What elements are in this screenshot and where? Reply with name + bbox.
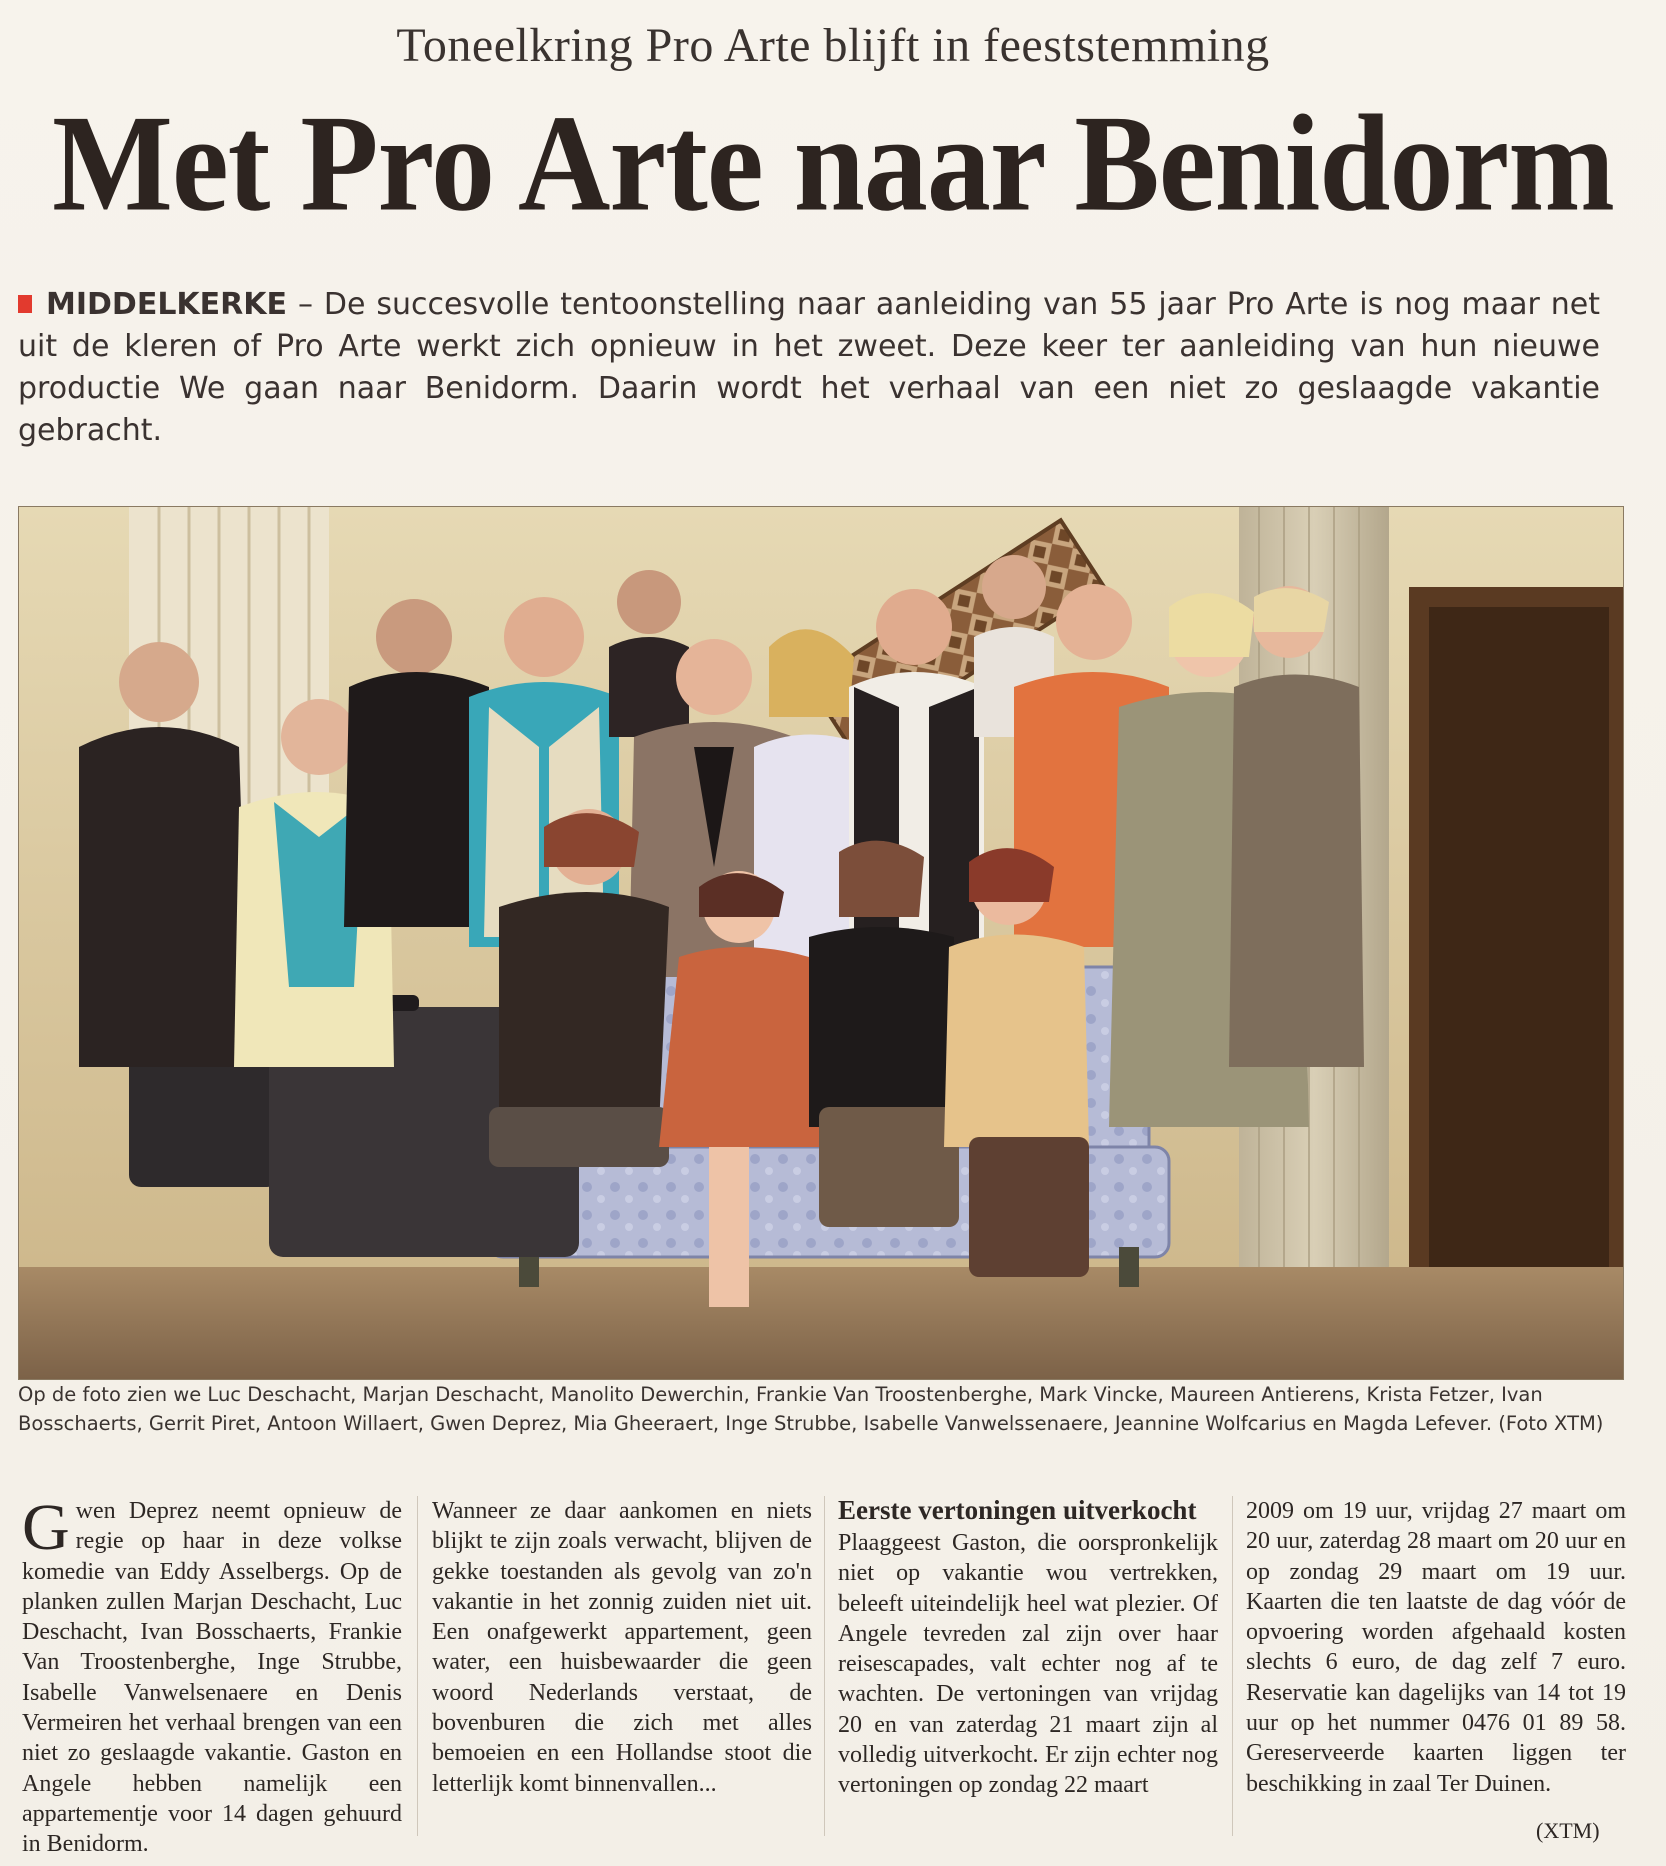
body-column-1	[22, 1491, 402, 1860]
column-divider	[1232, 1496, 1233, 1836]
body-text-2: Wanneer ze daar aankomen en niets blijkt te zijn zoals verwacht, blijven de gekke toestanden als gevolg van zo'n vakantie in het zonnig zuiden niet uit. Een onafgewerkt appartement, geen water, een huisbewaarder die geen woord Nederlands verstaat, de bovenburen die zich met alles bemoeien en een Hollandse stoot die letterlijk komt binnenvallen...	[432, 1498, 812, 1797]
column-divider	[824, 1496, 825, 1836]
group-photo-illustration	[19, 507, 1623, 1379]
lead-dateline: MIDDELKERKE	[46, 287, 288, 322]
article-kicker: Toneelkring Pro Arte blijft in feeststemming	[396, 19, 1270, 72]
lead-text: – De succesvolle tentoonstelling naar aanleiding van 55 jaar Pro Arte is nog maar net uit de kleren of Pro Arte werkt zich opnieuw in het zweet. Deze keer ter aanleiding van hun nieuwe productie We gaan naar Benidorm. Daarin wordt het verhaal van een niet zo geslaagde vakantie gebracht.	[18, 287, 1600, 448]
body-text-1: wen Deprez neemt opnieuw de regie op haar in deze volkse komedie van Eddy Asselbergs. Op de planken zullen Marjan Deschacht, Luc Deschacht, Ivan Bosschaerts, Frankie Van Troostenberghe, Inge Strubbe, Isabelle Vanwelsenaere en Denis Vermeiren het verhaal brengen van een niet zo geslaagde vakantie. Gaston en Angele hebben namelijk een appartementje voor 14 dagen gehuurd in Benidorm.	[22, 1498, 402, 1858]
article-headline: Met Pro Arte naar Benidorm	[52, 86, 1614, 240]
body-text-4: 2009 om 19 uur, vrijdag 27 maart om 20 uur, zaterdag 28 maart om 20 uur en op zondag 29 maart om 19 uur. Kaarten die ten laatste de dag vóór de opvoering worden afgehaald kosten slechts 6 euro, de dag zelf 7 euro. Reservatie kan dagelijks van 14 tot 19 uur op het nummer 0476 01 89 58. Gereserveerde kaarten liggen ter beschikking in zaal Ter Duinen.	[1246, 1498, 1626, 1797]
square-bullet-icon	[18, 295, 32, 313]
photo-caption: Op de foto zien we Luc Deschacht, Marjan Deschacht, Manolito Dewerchin, Frankie Van Troostenberghe, Mark Vincke, Maureen Antierens, Krista Fetzer, Ivan Bosschaerts, Gerrit Piret, Antoon Willaert, Gwen Deprez, Mia Gheeraert, Inge Strubbe, Isabelle Vanwelssenaere, Jeannine Wolfcarius en Magda Lefever. (Foto XTM)	[18, 1383, 1604, 1435]
author-credit: (XTM)	[1536, 1818, 1600, 1843]
drop-cap: G	[22, 1491, 70, 1564]
column-divider	[417, 1496, 418, 1836]
body-column-2	[432, 1496, 812, 1799]
body-column-3	[838, 1496, 1218, 1801]
body-subhead: Eerste vertoningen uitverkocht	[838, 1495, 1197, 1525]
body-column-4	[1246, 1496, 1626, 1799]
body-text-3: Plaaggeest Gaston, die oorspronkelijk niet op vakantie wou vertrekken, beleeft uiteindelijk heel wat plezier. Of Angele tevreden zal zijn over haar reisescapades, valt echter nog af te wachten. De vertoningen van vrijdag 20 en van zaterdag 21 maart zijn al volledig uitverkocht. Er zijn echter nog vertoningen op zondag 22 maart	[838, 1530, 1218, 1799]
article-lead	[18, 284, 1600, 452]
group-photo	[18, 506, 1624, 1380]
